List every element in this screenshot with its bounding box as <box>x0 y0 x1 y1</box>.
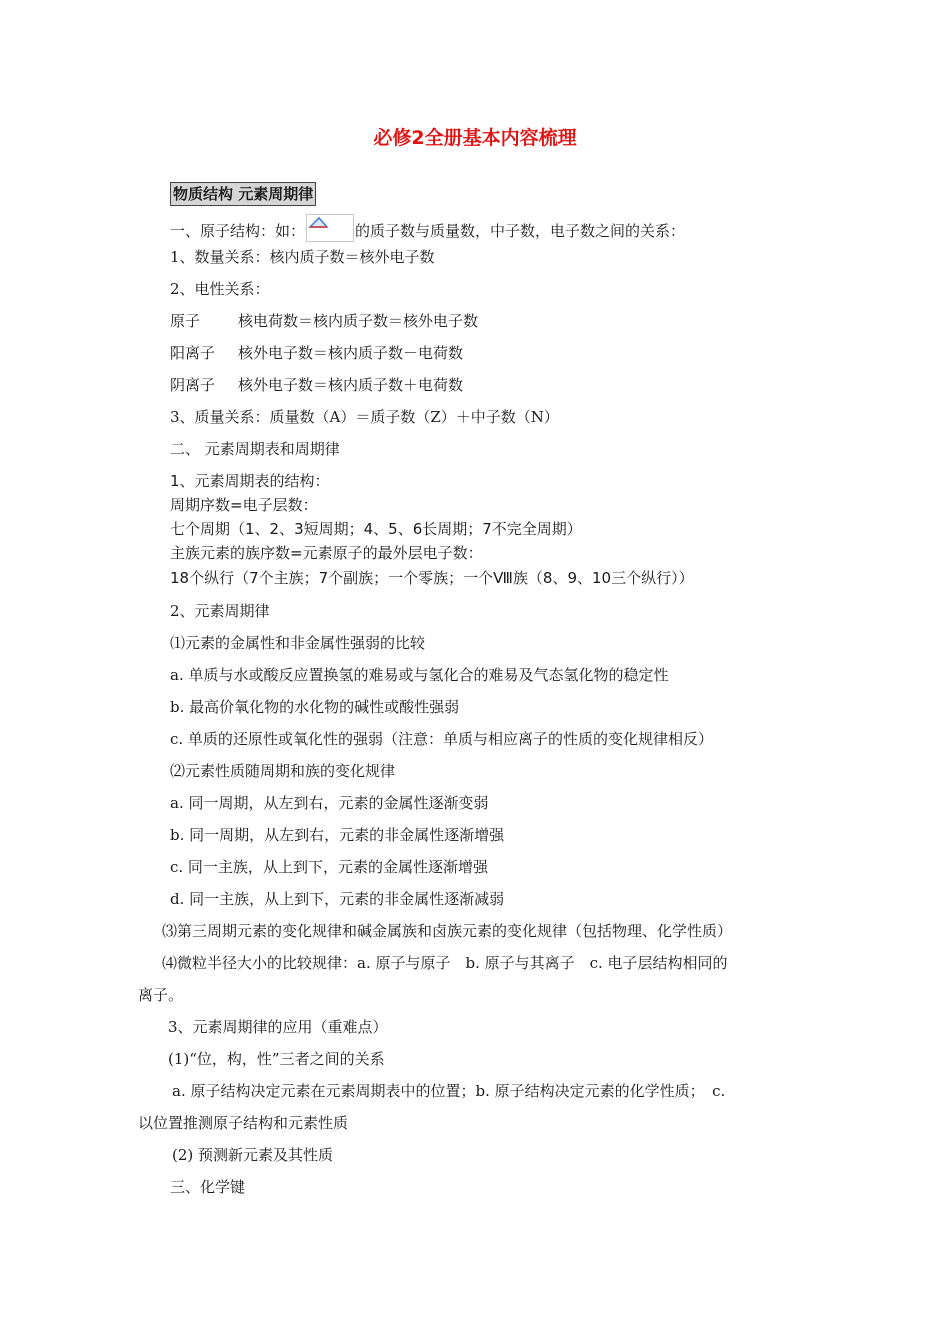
line-application: 3、元素周期律的应用（重难点） <box>168 1018 388 1036</box>
row-value: 核外电子数＝核内质子数＋电荷数 <box>238 376 464 394</box>
line-section-two: 二、 元素周期表和周期律 <box>170 440 340 458</box>
line-electric: 2、电性关系： <box>170 280 270 298</box>
line-text: 一、原子结构：如： <box>170 222 306 240</box>
line-var-b: b. 同一周期，从左到右，元素的非金属性逐渐增强 <box>170 826 505 844</box>
section-heading: 物质结构 元素周期律 <box>170 182 316 206</box>
line-radius-cont: 离子。 <box>138 986 184 1004</box>
line-item-b: b. 最高价氧化物的水化物的碱性或酸性强弱 <box>170 698 460 716</box>
line-seven-periods: 七个周期（1、2、3短周期；4、5、6长周期；7不完全周期） <box>170 520 582 538</box>
page-title: 必修2全册基本内容梳理 <box>373 127 577 149</box>
line-app-cont: 以位置推测原子结构和元素性质 <box>138 1114 349 1132</box>
line-atom-structure <box>170 214 685 242</box>
line-var-a: a. 同一周期，从左到右，元素的金属性逐渐变弱 <box>170 794 489 812</box>
line-chemical-bond: 三、化学键 <box>170 1178 246 1196</box>
line-radius: ⑷微粒半径大小的比较规律：a. 原子与原子 b. 原子与其离子 c. 电子层结构相同的 <box>162 954 728 972</box>
line-var-c: c. 同一主族，从上到下，元素的金属性逐渐增强 <box>170 858 488 876</box>
line-atom <box>170 310 478 332</box>
row-label: 阳离子 <box>170 344 216 362</box>
line-position-structure: (1)“位，构，性”三者之间的关系 <box>168 1050 385 1068</box>
line-cation <box>170 342 463 364</box>
line-main-group: 主族元素的族序数=元素原子的最外层电子数： <box>170 544 483 562</box>
line-predict: (2) 预测新元素及其性质 <box>172 1146 334 1164</box>
atom-notation-image <box>306 214 354 242</box>
line-app-a: a. 原子结构决定元素在元素周期表中的位置；b. 原子结构决定元素的化学性质； c. <box>172 1082 726 1100</box>
line-table-structure: 1、元素周期表的结构： <box>170 472 330 490</box>
line-anion <box>170 374 463 396</box>
line-item-a: a. 单质与水或酸反应置换氢的难易或与氢化合的难易及气态氢化物的稳定性 <box>170 666 669 684</box>
line-var-d: d. 同一主族，从上到下，元素的非金属性逐渐减弱 <box>170 890 505 908</box>
line-periodic-law: 2、元素周期律 <box>170 602 270 620</box>
row-value: 核外电子数＝核内质子数－电荷数 <box>238 344 464 362</box>
row-label: 原子 <box>170 312 201 330</box>
line-period: 周期序数=电子层数： <box>170 496 318 514</box>
row-value: 核电荷数＝核内质子数＝核外电子数 <box>238 312 479 330</box>
line-third-period: ⑶第三周期元素的变化规律和碱金属族和卤族元素的变化规律（包括物理、化学性质） <box>162 922 733 940</box>
line-text: 的质子数与质量数，中子数，电子数之间的关系： <box>355 222 686 240</box>
row-label: 阴离子 <box>170 376 216 394</box>
line-quantity: 1、数量关系：核内质子数＝核外电子数 <box>170 248 435 266</box>
line-item-c: c. 单质的还原性或氧化性的强弱（注意：单质与相应离子的性质的变化规律相反） <box>170 730 713 748</box>
line-mass: 3、质量关系：质量数（A）＝质子数（Z）＋中子数（N） <box>170 408 559 426</box>
line-columns: 18个纵行（7个主族；7个副族；一个零族；一个Ⅷ族（8、9、10三个纵行）） <box>170 569 694 587</box>
line-variation: ⑵元素性质随周期和族的变化规律 <box>170 762 396 780</box>
line-metallic-compare: ⑴元素的金属性和非金属性强弱的比较 <box>170 634 426 652</box>
